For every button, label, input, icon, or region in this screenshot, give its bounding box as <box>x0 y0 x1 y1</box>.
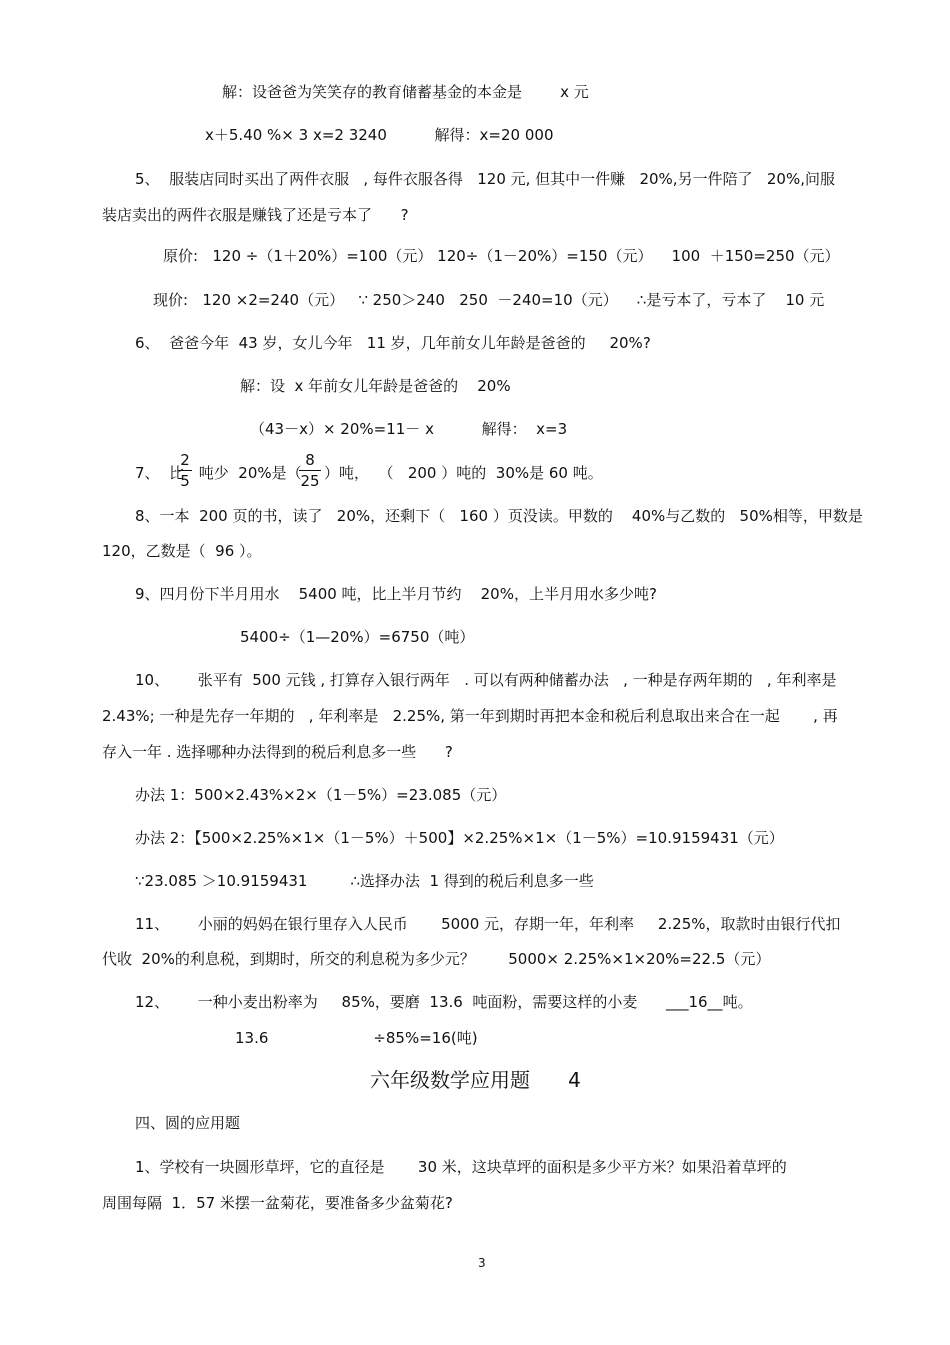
question-11: 11、 小丽的妈妈在银行里存入人民币 5000 元，存期一年，年利率 2.25%，取款时由银行代扣 <box>135 915 841 933</box>
solution-line: 13.6 ÷85%=16(吨) <box>235 1029 478 1047</box>
question-7-part-b: 吨少 20%是（ <box>194 464 302 482</box>
question-1: 1、学校有一块圆形草坪，它的直径是 30 米，这块草坪的面积是多少平方米？如果沿着草坪的 <box>135 1158 787 1176</box>
page-number: 3 <box>478 1256 486 1270</box>
solution-line: 现价: 120 ×2=240（元） ∵ 250＞240 250 －240=10（元） ∴是亏本了，亏本了 10 元 <box>153 291 825 309</box>
answer-blank: ___16__ <box>665 993 723 1011</box>
question-8-cont: 120，乙数是（ 96 ）。 <box>102 542 262 560</box>
equation-line: （43－x）× 20%=11－ x 解得： x=3 <box>250 420 568 438</box>
question-12-unit: 吨。 <box>722 993 753 1011</box>
question-11-cont: 代收 20%的利息税，到期时，所交的利息税为多少元？ 5000× 2.25%×1×20%=22.5（元） <box>102 950 771 968</box>
solution-line: ∵23.085 ＞10.9159431 ∴选择办法 1 得到的税后利息多一些 <box>135 872 594 890</box>
question-5: 5、 服装店同时买出了两件衣服 , 每件衣服各得 120 元, 但其中一件赚 20%,另一件陪了 20%,问服 <box>135 170 835 188</box>
question-1-cont: 周围每隔 1．57 米摆一盆菊花，要准备多少盆菊花? <box>102 1194 453 1212</box>
question-6: 6、 爸爸今年 43 岁，女儿今年 11 岁，几年前女儿年龄是爸爸的 20%? <box>135 334 651 352</box>
fraction-denominator: 5 <box>178 470 192 491</box>
equation-line: x＋5.40 %× 3 x=2 3240 解得：x=20 000 <box>205 126 554 144</box>
question-7-part-c: ）吨， （ 200 ）吨的 30%是 60 吨。 <box>324 464 603 482</box>
solution-line: 5400÷（1—20%）=6750（吨） <box>240 628 475 646</box>
solution-line: 办法 2：【500×2.25%×1×（1－5%）＋500】×2.25%×1×（1－5%）=10.9159431（元） <box>135 829 784 847</box>
fraction-numerator: 8 <box>305 451 315 469</box>
question-10-cont: 存入一年 . 选择哪种办法得到的税后利息多一些 ? <box>102 743 453 761</box>
section-title: 六年级数学应用题 4 <box>370 1068 581 1092</box>
solution-line: 解：设 x 年前女儿年龄是爸爸的 20% <box>240 377 511 395</box>
question-8: 8、一本 200 页的书，读了 20%，还剩下（ 160 ）页没读。甲数的 40%与乙数的 50%相等，甲数是 <box>135 507 863 525</box>
question-7-part-a: 7、 比 <box>135 464 185 482</box>
solution-line: 办法 1：500×2.43%×2×（1－5%）=23.085（元） <box>135 786 507 804</box>
fraction-2-5 <box>178 450 192 491</box>
question-10-cont: 2.43%; 一种是先存一年期的 , 年利率是 2.25%, 第一年到期时再把本金和税后利息取出来合在一起 , 再 <box>102 707 838 725</box>
solution-line: 解：设爸爸为笑笑存的教育储蓄基金的本金是 x 元 <box>222 83 589 101</box>
question-10: 10、 张平有 500 元钱 , 打算存入银行两年 . 可以有两种储蓄办法 , 一种是存两年期的 , 年利率是 <box>135 671 837 689</box>
question-12-text: 12、 一种小麦出粉率为 85%，要磨 13.6 吨面粉，需要这样的小麦 <box>135 993 666 1011</box>
fraction-numerator: 2 <box>180 451 190 469</box>
fraction-denominator: 25 <box>300 472 320 490</box>
question-12 <box>135 992 753 1012</box>
question-9: 9、四月份下半月用水 5400 吨，比上半月节约 20%，上半月用水多少吨? <box>135 585 657 603</box>
solution-line: 原价: 120 ÷（1＋20%）=100（元） 120÷（1－20%）=150（元） 100 ＋150=250（元） <box>163 247 840 265</box>
question-5-cont: 装店卖出的两件衣服是赚钱了还是亏本了 ? <box>102 206 409 224</box>
fraction-8-25 <box>299 450 321 491</box>
section-heading: 四、圆的应用题 <box>135 1114 241 1132</box>
